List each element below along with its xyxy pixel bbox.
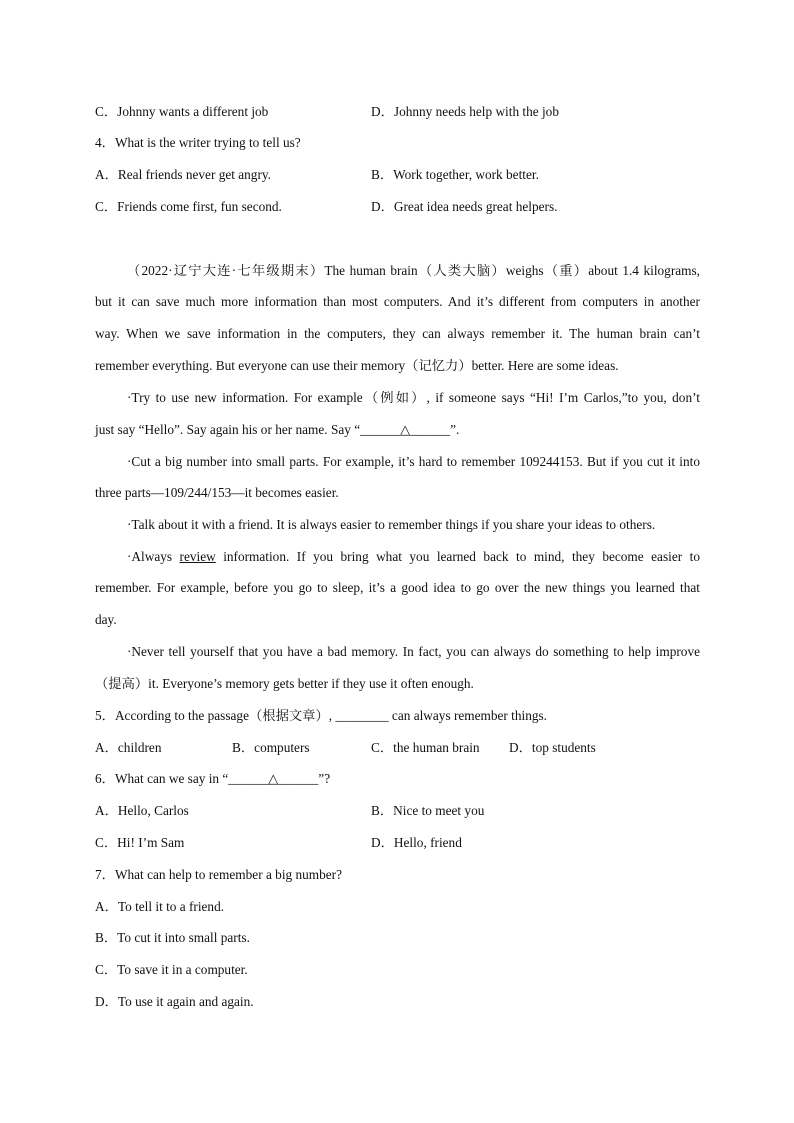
q6-option-b: B．Nice to meet you	[371, 803, 485, 818]
q5-option-a: A．children	[95, 740, 162, 755]
tip4-line-2: remember. For example, before you go to sleep, it’s a good idea to go over the new things you learned that	[95, 580, 700, 595]
q7-option-c: C．To save it in a computer.	[95, 962, 248, 977]
prev-option-d: D．Johnny needs help with the job	[371, 104, 559, 119]
tip3-line: ·Talk about it with a friend. It is always easier to remember things if you share your ideas to others.	[127, 517, 656, 532]
passage-intro-line-1: （2022·辽宁大连·七年级期末）The human brain（人类大脑）weighs（重）about 1.4 kilograms,	[127, 263, 700, 278]
q4-option-b: B．Work together, work better.	[371, 167, 539, 182]
q4-option-a: A．Real friends never get angry.	[95, 167, 271, 182]
passage-intro-line-3: way. When we save information in the computers, they can always remember it. The human brain can’t	[95, 326, 700, 341]
tip1-line-1: ·Try to use new information. For example（例如）, if someone says “Hi! I’m Carlos,”to you, don’t	[127, 390, 700, 405]
tip4-line-3: day.	[95, 612, 117, 627]
q5-option-c: C．the human brain	[371, 740, 480, 755]
q7-option-b: B．To cut it into small parts.	[95, 930, 250, 945]
q6-option-a: A．Hello, Carlos	[95, 803, 189, 818]
tip4-post: information. If you bring what you learned back to mind, they become easier to	[215, 549, 700, 564]
q5-stem: 5．According to the passage（根据文章）, ________ can always remember things.	[95, 708, 547, 723]
q4-stem: 4．What is the writer trying to tell us?	[95, 135, 301, 150]
q6-option-d: D．Hello, friend	[371, 835, 462, 850]
q7-option-a: A．To tell it to a friend.	[95, 899, 225, 914]
tip4-pre: ·Always	[127, 549, 180, 564]
q5-option-d: D．top students	[509, 740, 596, 755]
prev-option-c: C．Johnny wants a different job	[95, 104, 269, 119]
passage-intro-line-2: but it can save much more information than most computers. And it’s different from computers in another	[95, 294, 700, 309]
tip5-line-1: ·Never tell yourself that you have a bad memory. In fact, you can always do something to help improve	[127, 644, 700, 659]
tip2-line-1: ·Cut a big number into small parts. For example, it’s hard to remember 109244153. But if you cut it into	[127, 454, 700, 469]
passage-intro-line-4: remember everything. But everyone can use their memory（记忆力）better. Here are some ideas.	[95, 358, 619, 373]
q6-stem: 6．What can we say in “______△______”?	[95, 771, 331, 786]
tip4-line-1	[127, 547, 700, 567]
tip1-line-2: just say “Hello”. Say again his or her name. Say “______△______”.	[95, 422, 460, 437]
q7-stem: 7．What can help to remember a big number?	[95, 867, 343, 882]
q6-option-c: C．Hi! I’m Sam	[95, 835, 185, 850]
q4-option-d: D．Great idea needs great helpers.	[371, 199, 558, 214]
q4-option-c: C．Friends come first, fun second.	[95, 199, 282, 214]
q7-option-d: D．To use it again and again.	[95, 994, 254, 1009]
tip4-underlined-word: review	[179, 549, 216, 564]
tip5-line-2: （提高）it. Everyone’s memory gets better if they use it often enough.	[95, 676, 474, 691]
tip2-line-2: three parts—109/244/153—it becomes easier.	[95, 485, 339, 500]
q5-option-b: B．computers	[232, 740, 310, 755]
